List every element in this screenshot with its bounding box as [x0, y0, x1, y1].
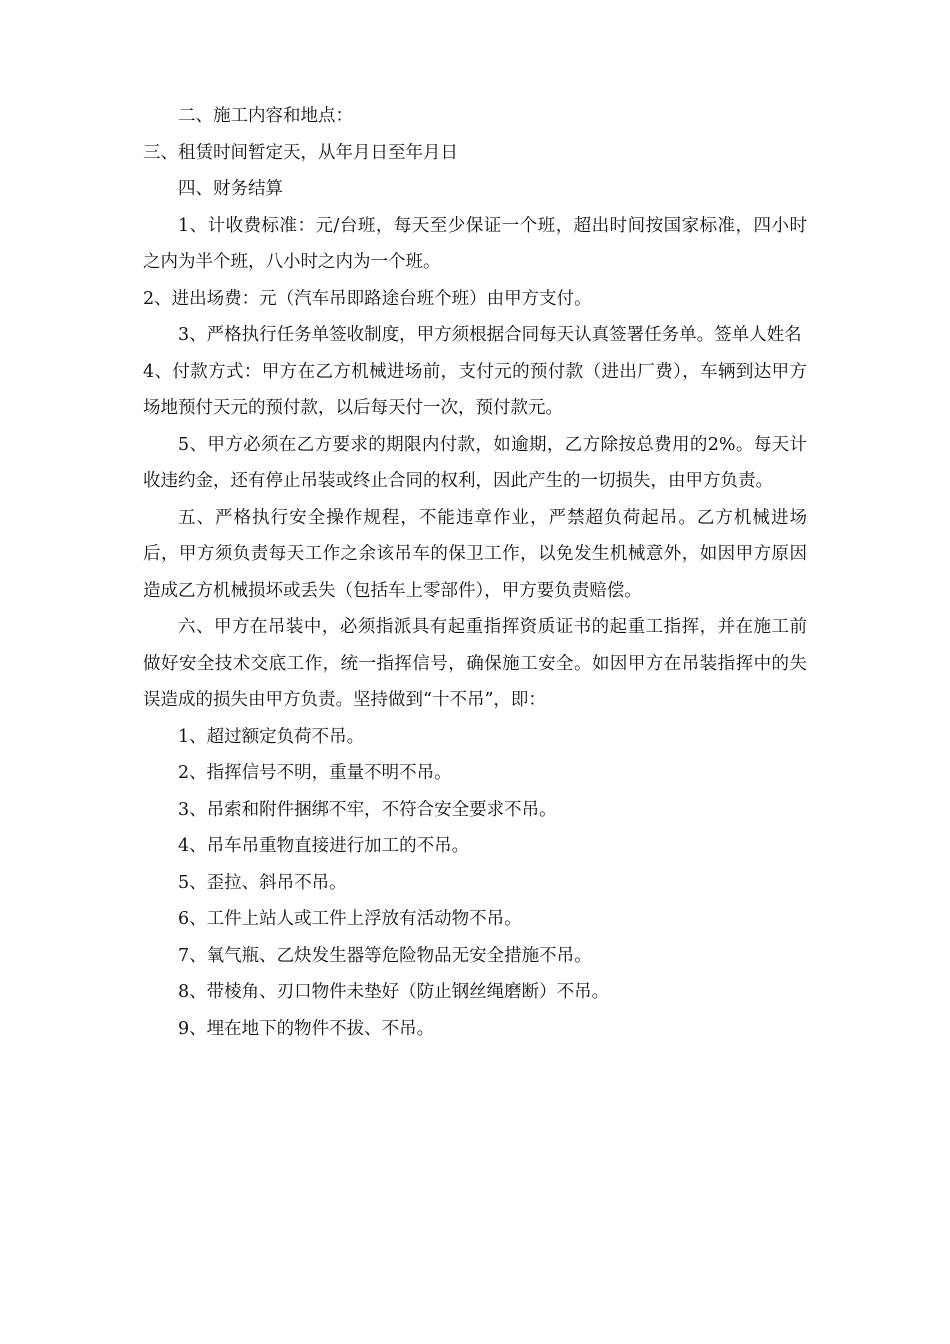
clause-fee-standard: 1、计收费标准：元/台班，每天至少保证一个班，超出时间按国家标准，四小时之内为半个班，八小时之内为一个班。	[143, 215, 807, 272]
clause-late-payment: 5、甲方必须在乙方要求的期限内付款，如逾期，乙方除按总费用的2%。每天计收违约金，还有停止吊装或终止合同的权利，因此产生的一切损失，由甲方负责。	[143, 434, 807, 491]
clause-payment-method: 4、付款方式：甲方在乙方机械进场前，支付元的预付款（进出厂费），车辆到达甲方场地预付天元的预付款，以后每天付一次，预付款元。	[143, 361, 807, 418]
section-lease-period: 三、租赁时间暂定天，从年月日至年月日	[143, 142, 458, 163]
list-item: 8、带棱角、刃口物件未垫好（防止钢丝绳磨断）不吊。	[178, 982, 610, 1002]
list-item: 5、歪拉、斜吊不吊。	[178, 872, 347, 893]
section-construction-content: 二、施工内容和地点：	[178, 106, 353, 126]
list-item: 9、埋在地下的物件不拔、不吊。	[178, 1018, 435, 1039]
clause-entry-exit-fee: 2、进出场费：元（汽车吊即路途台班个班）由甲方支付。	[143, 288, 592, 309]
list-item: 2、指挥信号不明，重量不明不吊。	[178, 763, 452, 783]
list-item: 3、吊索和附件捆绑不牢，不符合安全要求不吊。	[178, 799, 557, 820]
section-safety-rules: 五、严格执行安全操作规程，不能违章作业，严禁超负荷起吊。乙方机械进场后，甲方须负责每天工作之余该吊车的保卫工作，以免发生机械意外，如因甲方原因造成乙方机械损坏或丢失（包括车上零部件），甲方要负责赔偿。	[143, 507, 807, 601]
list-item: 1、超过额定负荷不吊。	[178, 726, 365, 747]
list-item: 7、氧气瓶、乙炔发生器等危险物品无安全措施不吊。	[178, 945, 592, 966]
section-lifting-command: 六、甲方在吊装中，必须指派具有起重指挥资质证书的起重工指挥，并在施工前做好安全技术交底工作，统一指挥信号，确保施工安全。如因甲方在吊装指挥中的失误造成的损失由甲方负责。坚持做到“十不吊”，即：	[143, 617, 807, 710]
list-item: 4、吊车吊重物直接进行加工的不吊。	[178, 836, 470, 856]
section-financial-settlement: 四、财务结算	[178, 179, 283, 199]
clause-task-sheet: 3、严格执行任务单签收制度，甲方须根据合同每天认真签署任务单。签单人姓名	[178, 325, 802, 345]
list-item: 6、工件上站人或工件上浮放有活动物不吊。	[178, 909, 522, 929]
document-page	[143, 98, 807, 1047]
